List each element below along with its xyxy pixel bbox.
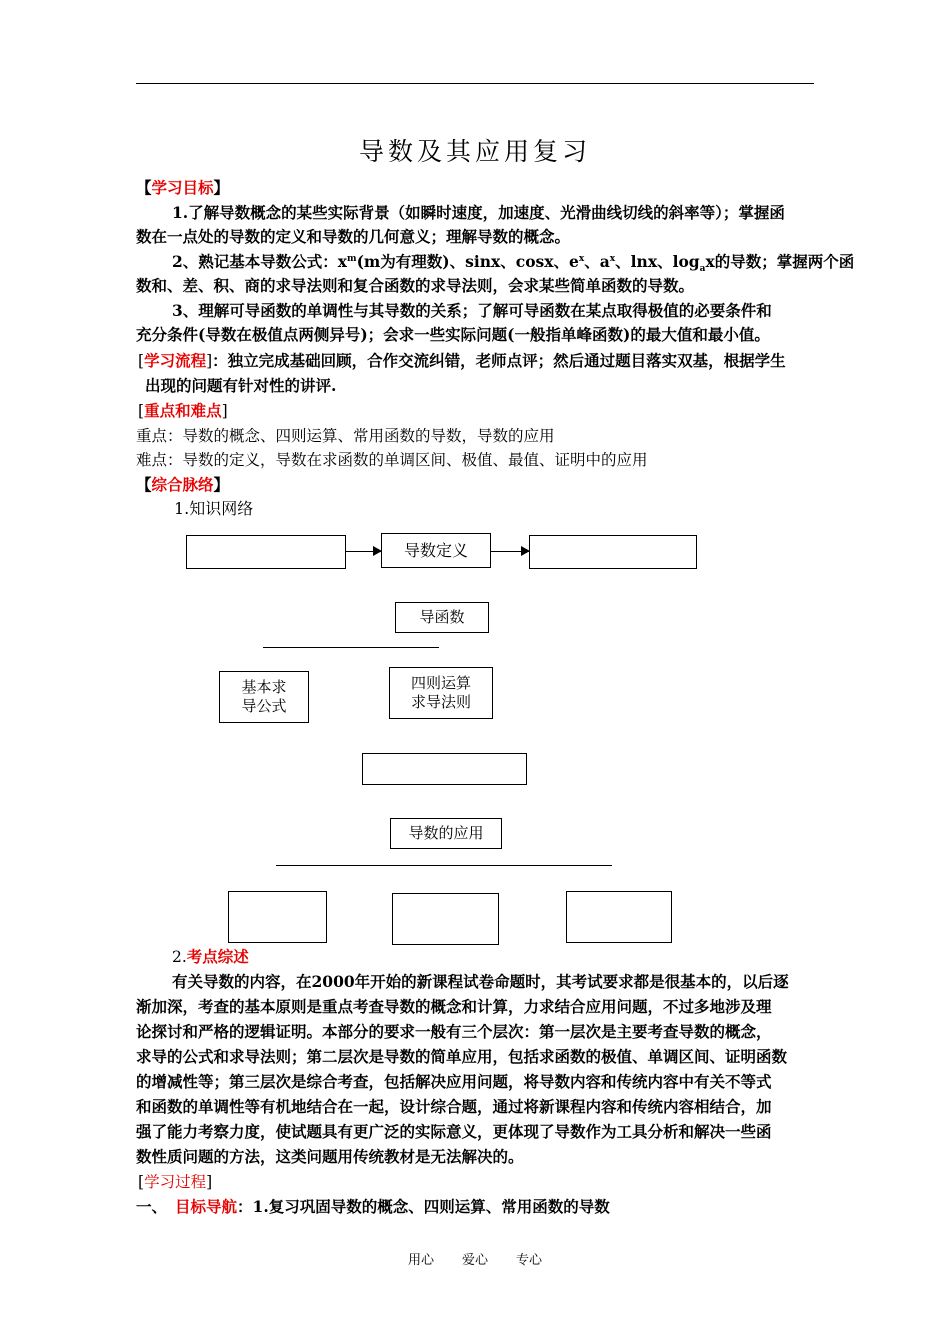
diagram-box-four-ops: 四则运算 求导法则 [389, 667, 493, 719]
goal-2-line-1: 2、熟记基本导数公式：$x^m(m$为有理数)、sinx、cosx、$e^x$、$a^x$、lnx、$\log_ax$的导数；掌握两个函 [172, 252, 855, 275]
diagram-arrow-2 [491, 551, 529, 552]
footer-text-3: 专心 [516, 1253, 543, 1268]
diagram-arrow-1 [346, 551, 381, 552]
knowledge-network-label: 1.知识网络 [174, 499, 254, 518]
flow-line-2: 出现的问题有针对性的讲评. [145, 376, 337, 395]
diagram-branch-line-2 [276, 865, 612, 866]
exam-line-4: 求导的公式和求导法则；第二层次是导数的简单应用，包括求函数的极值、单调区间、证明函数 [136, 1047, 788, 1066]
diagram-branch-line-1 [263, 647, 439, 648]
flow-line-1: [学习流程]：独立完成基础回顾，合作交流纠错，老师点评；然后通过题目落实双基，根据学生 [138, 351, 786, 370]
diagram-empty-box-bottom-1 [228, 891, 327, 943]
focus-line: 重点：导数的概念、四则运算、常用函数的导数，导数的应用 [136, 427, 555, 445]
exam-line-1: 有关导数的内容，在2000年开始的新课程试卷命题时，其考试要求都是很基本的，以后逐 [172, 972, 789, 991]
diagram-box-derivative: 导函数 [395, 602, 489, 633]
exam-line-7: 强了能力考察力度，使试题具有更广泛的实际意义，更体现了导数作为工具分析和解决一些函 [136, 1122, 772, 1141]
footer-text-2: 爱心 [461, 1253, 488, 1268]
goal-3-line-2: 充分条件(导数在极值点两侧异号)；会求一些实际问题(一般指单峰函数)的最大值和最小值。 [136, 325, 770, 344]
goal-2-line-2: 数和、差、积、商的求导法则和复合函数的求导法则，会求某些简单函数的导数。 [136, 276, 695, 295]
diagram-box-basic-formula: 基本求 导公式 [219, 671, 309, 723]
exam-line-3: 论探讨和严格的逻辑证明。本部分的要求一般有三个层次：第一层次是主要考查导数的概念， [136, 1022, 772, 1041]
goal-1-line-2: 数在一点处的导数的定义和导数的几何意义；理解导数的概念。 [136, 227, 571, 246]
goals-heading: 【学习目标】 [136, 178, 230, 197]
exam-line-2: 渐加深，考查的基本原则是重点考查导数的概念和计算，力求结合应用问题，不过多地涉及理 [136, 997, 772, 1016]
goal-1-line-1: 1.了解导数概念的某些实际背景（如瞬时速度，加速度、光滑曲线切线的斜率等）；掌握函 [172, 203, 785, 222]
page-footer [0, 1249, 950, 1268]
process-heading: [学习过程] [138, 1173, 213, 1191]
diagram-empty-box-bottom-3 [566, 891, 672, 943]
diagram-empty-box-middle [362, 753, 527, 785]
footer-text-1: 用心 [407, 1253, 434, 1268]
diagram-empty-box-right [529, 535, 697, 569]
exam-line-8: 数性质问题的方法，这类问题用传统教材是无法解决的。 [136, 1147, 524, 1166]
header-rule [136, 83, 814, 84]
diagram-box-definition: 导数定义 [381, 533, 491, 568]
diagram-empty-box-bottom-2 [392, 893, 499, 945]
exam-heading: 2.考点综述 [172, 947, 249, 966]
diagram-empty-box-left [186, 535, 346, 569]
key-points-heading: [重点和难点] [138, 401, 228, 420]
exam-line-5: 的增减性等；第三层次是综合考查，包括解决应用问题，将导数内容和传统内容中有关不等式 [136, 1072, 772, 1091]
difficulty-line: 难点：导数的定义，导数在求函数的单调区间、极值、最值、证明中的应用 [136, 451, 648, 469]
process-goal-nav-line: 一、 目标导航：1.复习巩固导数的概念、四则运算、常用函数的导数 [136, 1197, 610, 1216]
exam-line-6: 和函数的单调性等有机地结合在一起，设计综合题，通过将新课程内容和传统内容相结合，加 [136, 1097, 772, 1116]
goal-3-line-1: 3、理解可导函数的单调性与其导数的关系；了解可导函数在某点取得极值的必要条件和 [172, 301, 772, 320]
page-title: 导数及其应用复习 [358, 137, 591, 166]
diagram-box-application: 导数的应用 [390, 818, 502, 849]
overview-heading: 【综合脉络】 [136, 475, 230, 494]
